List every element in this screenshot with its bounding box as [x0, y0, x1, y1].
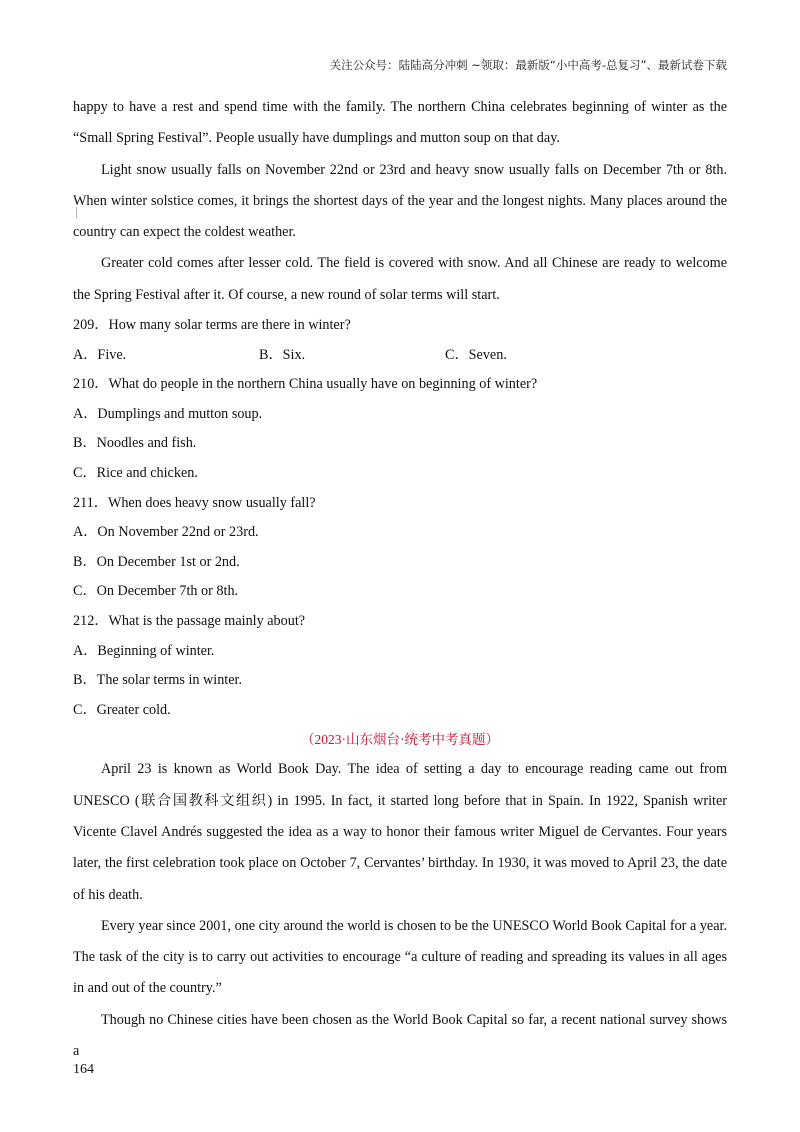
option: C．Rice and chicken.: [73, 465, 198, 482]
option: C．Seven.: [445, 346, 507, 363]
option: A．Five.: [73, 346, 127, 363]
paragraph: Though no Chinese cities have been chosen as the World Book Capital so far, a recent national survey shows a: [73, 1011, 727, 1060]
option: B．Noodles and fish.: [73, 435, 197, 452]
question-options: [73, 341, 727, 371]
option: B．On December 1st or 2nd.: [73, 553, 240, 570]
paragraph: Greater cold comes after lesser cold. The field is covered with snow. And all Chinese are ready to welcome the Spring Festival after it. Of course, a new round of solar terms will start.: [73, 255, 727, 303]
option: B．Six.: [259, 346, 306, 363]
page-header: 关注公众号：陆陆高分冲刺 ~领取：最新版“小中高考-总复习”、最新试卷下载: [329, 58, 727, 72]
source-label: （2023·山东烟台·统考中考真题）: [301, 732, 499, 748]
paragraph: Every year since 2001, one city around the world is chosen to be the UNESCO World Book Capital for a year. The task of the city is to carry out activities to encourage “a culture of reading and spreading its values in all ages in and out of the country.”: [73, 917, 727, 997]
option: A．Beginning of winter.: [73, 642, 215, 659]
option: A．Dumplings and mutton soup.: [73, 405, 263, 422]
question-stem: 212．What is the passage mainly about?: [73, 613, 306, 630]
option: B．The solar terms in winter.: [73, 672, 243, 689]
page-number: 164: [73, 1062, 94, 1077]
paragraph: happy to have a rest and spend time with the family. The northern China celebrates beginning of winter as the “Small Spring Festival”. People usually have dumplings and mutton soup on that day.: [73, 99, 727, 147]
paragraph: April 23 is known as World Book Day. The idea of setting a day to encourage reading came out from UNESCO (联合国教科文组织) in 1995. In fact, it started long before that in Spain. In 1922, Spanish writer Vicente Clavel Andrés suggested the idea as a way to honor their famous writer Miguel de Cervantes. Four years later, the first celebration took place on October 7, Cervantes’ birthday. In 1930, it was moved to April 23, the date of his death.: [73, 761, 727, 903]
paragraph: Light snow usually falls on November 22nd or 23rd and heavy snow usually falls on December 7th or 8th. When winter solstice comes, it brings the shortest days of the year and the longest nights. Many places around the country can expect the coldest weather.: [73, 161, 727, 241]
question-stem: 211．When does heavy snow usually fall?: [73, 494, 316, 511]
question-stem: 210．What do people in the northern China usually have on beginning of winter?: [73, 376, 538, 393]
option: C．Greater cold.: [73, 701, 171, 718]
option: A．On November 22nd or 23rd.: [73, 524, 259, 541]
question-stem: 209．How many solar terms are there in winter?: [73, 317, 351, 334]
page-content: [73, 92, 727, 1067]
option: C．On December 7th or 8th.: [73, 583, 239, 600]
